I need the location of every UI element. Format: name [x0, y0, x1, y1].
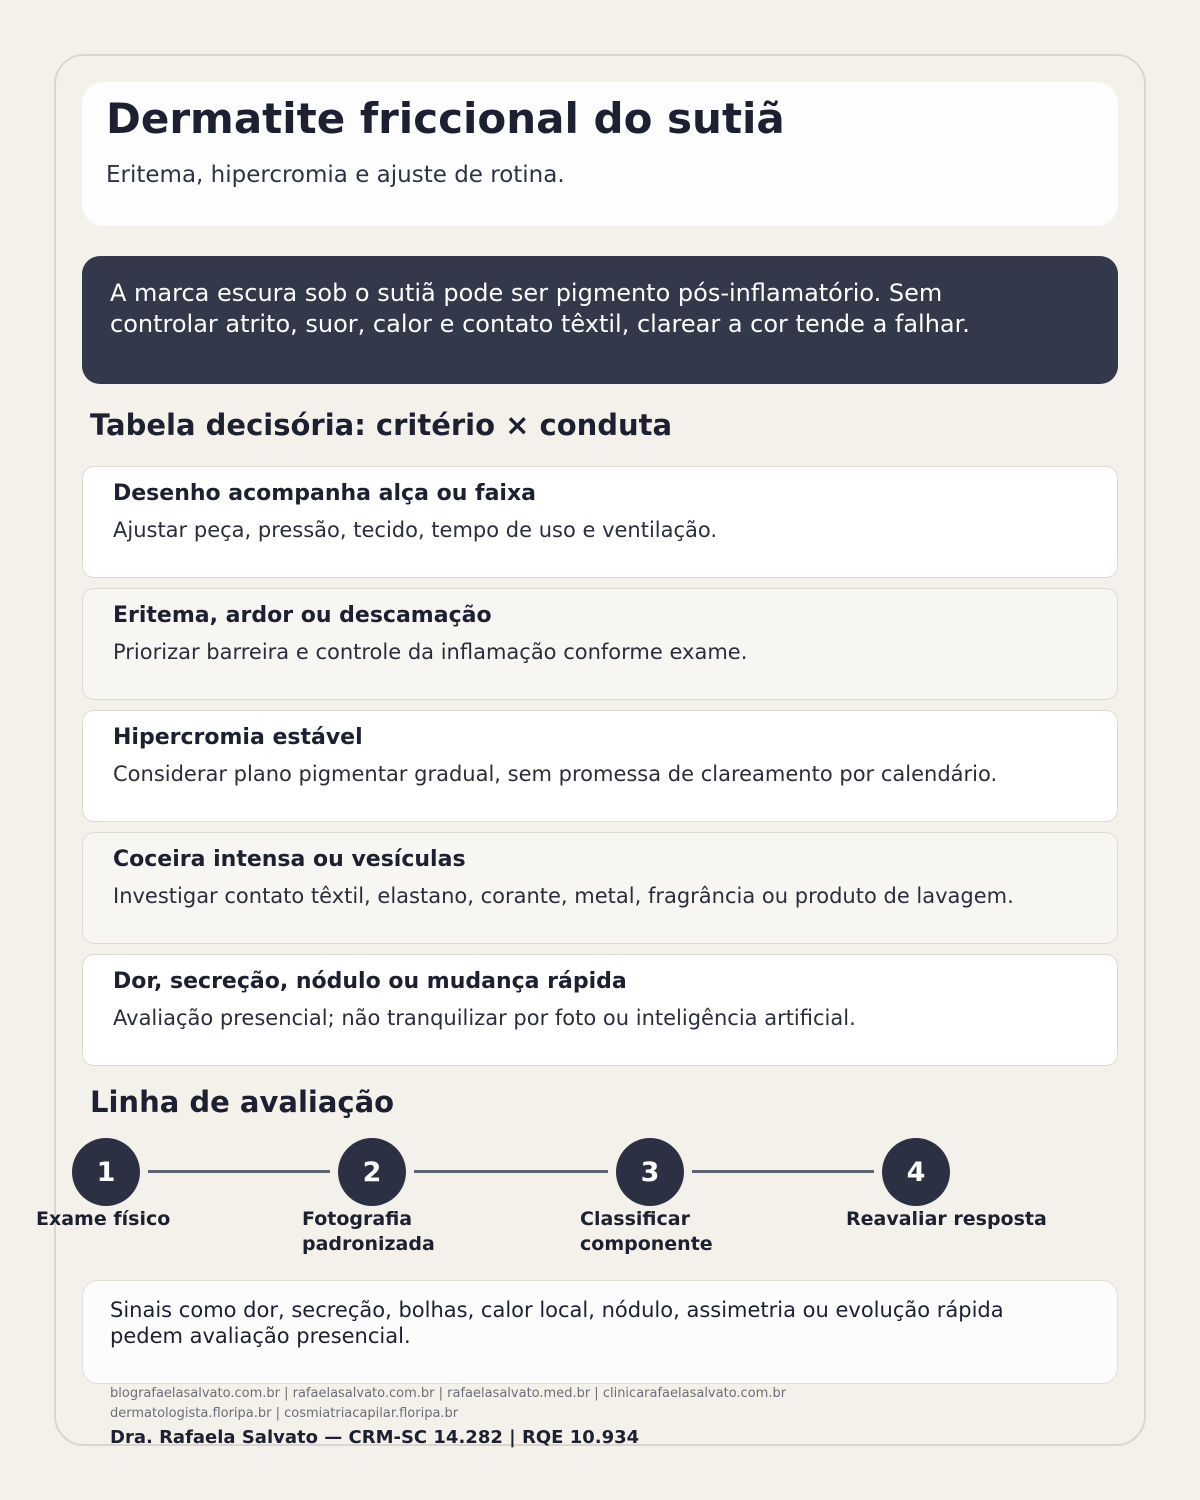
decision-table: [82, 466, 1118, 1076]
timeline-title: Linha de avaliação: [90, 1085, 395, 1119]
decision-action: Ajustar peça, pressão, tecido, tempo de uso e ventilação.: [113, 518, 718, 542]
header-panel: [82, 82, 1118, 226]
warning-text: Sinais como dor, secreção, bolhas, calor local, nódulo, assimetria ou evolução rápida pedem avaliação presencial.: [110, 1298, 1004, 1348]
step-label: Fotografia padronizada: [302, 1208, 435, 1255]
step-number-badge: 1: [72, 1138, 140, 1206]
decision-criterion: Dor, secreção, nódulo ou mudança rápida: [113, 969, 627, 994]
step-number-badge: 2: [338, 1138, 406, 1206]
step-label: Exame físico: [36, 1208, 171, 1230]
page-title: Dermatite friccional do sutiã: [106, 94, 785, 143]
footer-signature: Dra. Rafaela Salvato — CRM-SC 14.282 | RQE 10.934: [110, 1427, 640, 1448]
step-label: Reavaliar resposta: [846, 1208, 1047, 1230]
decision-row: [82, 588, 1118, 700]
decision-row: [82, 954, 1118, 1066]
decision-action: Investigar contato têxtil, elastano, corante, metal, fragrância ou produto de lavagem.: [113, 884, 1014, 908]
decision-criterion: Desenho acompanha alça ou faixa: [113, 481, 537, 506]
notice-text: A marca escura sob o sutiã pode ser pigmento pós-inflamatório. Sem controlar atrito, suor, calor e contato têxtil, clarear a cor tende a falhar.: [110, 279, 970, 338]
decision-row: [82, 832, 1118, 944]
page-subtitle: Eritema, hipercromia e ajuste de rotina.: [106, 162, 565, 188]
decision-table-title: Tabela decisória: critério × conduta: [90, 408, 673, 442]
decision-criterion: Eritema, ardor ou descamação: [113, 603, 492, 628]
decision-row: [82, 710, 1118, 822]
decision-criterion: Hipercromia estável: [113, 725, 363, 750]
step-number-badge: 4: [882, 1138, 950, 1206]
footer-links: dermatologista.floripa.br | cosmiatriacapilar.floripa.br: [110, 1406, 459, 1421]
footer-links: blografaelasalvato.com.br | rafaelasalvato.com.br | rafaelasalvato.med.br | clinicarafaelasalvato.com.br: [110, 1386, 787, 1401]
step-label: Classificar componente: [580, 1208, 713, 1255]
decision-action: Priorizar barreira e controle da inflamação conforme exame.: [113, 640, 748, 664]
warning-box: [82, 1280, 1118, 1384]
decision-action: Avaliação presencial; não tranquilizar por foto ou inteligência artificial.: [113, 1006, 856, 1030]
decision-criterion: Coceira intensa ou vesículas: [113, 847, 466, 872]
decision-action: Considerar plano pigmentar gradual, sem promessa de clareamento por calendário.: [113, 762, 998, 786]
decision-row: [82, 466, 1118, 578]
notice-banner: [82, 256, 1118, 384]
step-number-badge: 3: [616, 1138, 684, 1206]
